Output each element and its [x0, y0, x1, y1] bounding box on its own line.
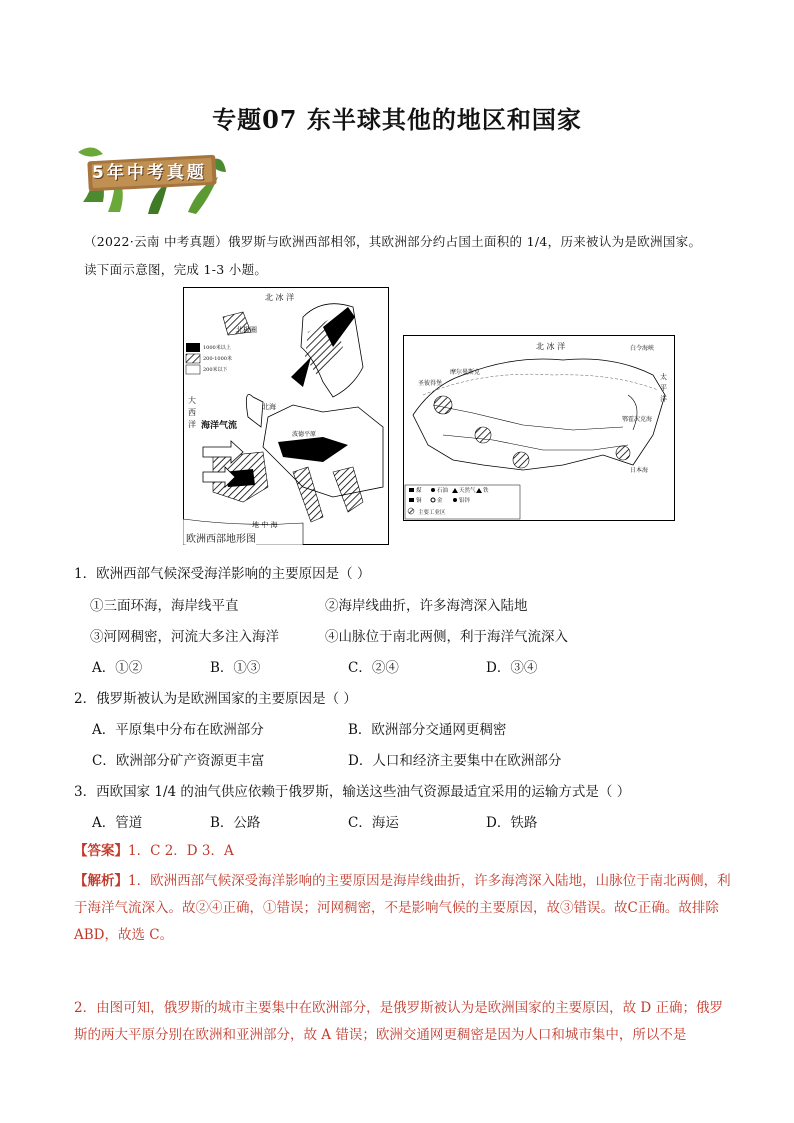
map1-arctic-circle: 北极圈: [236, 326, 257, 334]
map2-st-petersburg: 圣彼得堡: [418, 380, 443, 387]
q3-option-c: C．海运: [348, 815, 399, 831]
map1-legend-1: 1000米以上: [203, 345, 231, 351]
q2-option-d: D．人口和经济主要集中在欧洲部分: [348, 753, 562, 769]
map1-med: 地 中 海: [252, 521, 278, 529]
analysis-label: 【解析】: [74, 873, 128, 889]
map2-legend-iron: 铁: [483, 488, 489, 494]
analysis-p1: 1．欧洲西部气候深受海洋影响的主要原因是海岸线曲折，许多海湾深入陆地，山脉位于南北两侧，利于海洋气流深入。故②④正确，①错误；河网稠密，不是影响气候的主要原因，故③错误。故C正确。故排除 ABD，故选 C。: [74, 873, 731, 943]
map2-pacific: 太 平 洋: [660, 373, 667, 403]
map2-murmansk: 摩尔曼斯克: [450, 369, 481, 376]
analysis-block: [74, 868, 734, 949]
q1-option-a: A．①②: [92, 660, 143, 676]
q1-statement-4: ④山脉位于南北两侧，利于海洋气流深入: [325, 629, 568, 645]
map2-legend-al: 铝锌: [459, 498, 471, 504]
q2-option-b: B．欧洲部分交通网更稠密: [348, 722, 507, 738]
answer-label: 【答案】: [74, 843, 128, 859]
map1-north-sea: 北海: [262, 403, 276, 411]
question-intro: （2022·云南 中考真题）俄罗斯与欧洲西部相邻，其欧洲部分约占国土面积的 1/4，历来被认为是欧洲国家。读下面示意图，完成 1-3 小题。: [84, 234, 702, 277]
map1-ocean-current: 海洋气流: [201, 421, 238, 431]
page-title: 专题07 东半球其他的地区和国家: [212, 105, 582, 134]
q3-option-a: A．管道: [92, 815, 143, 831]
map2-legend-coal: 煤: [416, 488, 422, 494]
map2-ocean-top: 北 冰 洋: [536, 342, 566, 351]
europe-terrain-map: [183, 287, 389, 545]
q1-statement-1: ①三面环海，海岸线平直: [90, 598, 239, 614]
q1-option-d: D．③④: [486, 660, 538, 676]
q1-statement-2: ②海岸线曲折，许多海湾深入陆地: [325, 598, 528, 614]
question-1-stem: 1．欧洲西部气候深受海洋影响的主要原因是（ ）: [74, 566, 371, 582]
map2-legend-gold: 金: [437, 498, 443, 504]
q2-option-a: A．平原集中分布在欧洲部分: [92, 722, 264, 738]
map1-ocean-top: 北 冰 洋: [265, 293, 295, 302]
answer-block: [74, 838, 734, 865]
question-3-stem: 3．西欧国家 1/4 的油气供应依赖于俄罗斯，输送这些油气资源最适宜采用的运输方式是（ ）: [74, 784, 631, 800]
map1-atlantic: 大 西 洋: [188, 396, 196, 429]
q3-option-d: D．铁路: [486, 815, 538, 831]
map1-legend-3: 200米以下: [203, 367, 228, 373]
badge-label: 5年中考真题: [92, 163, 207, 183]
map2-legend-oil: 石油: [437, 488, 449, 494]
analysis-p2: 2．由图可知，俄罗斯的城市主要集中在欧洲部分，是俄罗斯被认为是欧洲国家的主要原因，故 D 正确；俄罗斯的两大平原分别在欧洲和亚洲部分，故 A 错误；欧洲交通网更稠密是因为人口和城市集中，所以不是: [74, 1000, 723, 1043]
map2-japan-sea: 日本海: [630, 467, 649, 474]
q1-statement-3: ③河网稠密，河流大多注入海洋: [90, 629, 279, 645]
answer-text: 1．C 2．D 3．A: [128, 843, 234, 859]
q1-option-b: B．①③: [210, 660, 261, 676]
map2-legend-copper: 铜: [416, 498, 422, 504]
q2-option-c: C．欧洲部分矿产资源更丰富: [92, 753, 265, 769]
map2-legend-gas: 天然气: [459, 488, 476, 494]
map2-legend-industrial: 主要工业区: [418, 510, 446, 516]
map1-plain: 波德平原: [292, 431, 317, 438]
question-2-stem: 2．俄罗斯被认为是欧洲国家的主要原因是（ ）: [74, 691, 357, 707]
q3-option-b: B．公路: [210, 815, 261, 831]
map1-caption: 欧洲西部地形图: [186, 530, 256, 545]
map1-legend-2: 200-1000米: [203, 356, 232, 362]
map2-okhotsk: 鄂霍次克海: [622, 416, 653, 423]
q1-option-c: C．②④: [348, 660, 399, 676]
map2-bering: 白令海峡: [630, 345, 655, 352]
